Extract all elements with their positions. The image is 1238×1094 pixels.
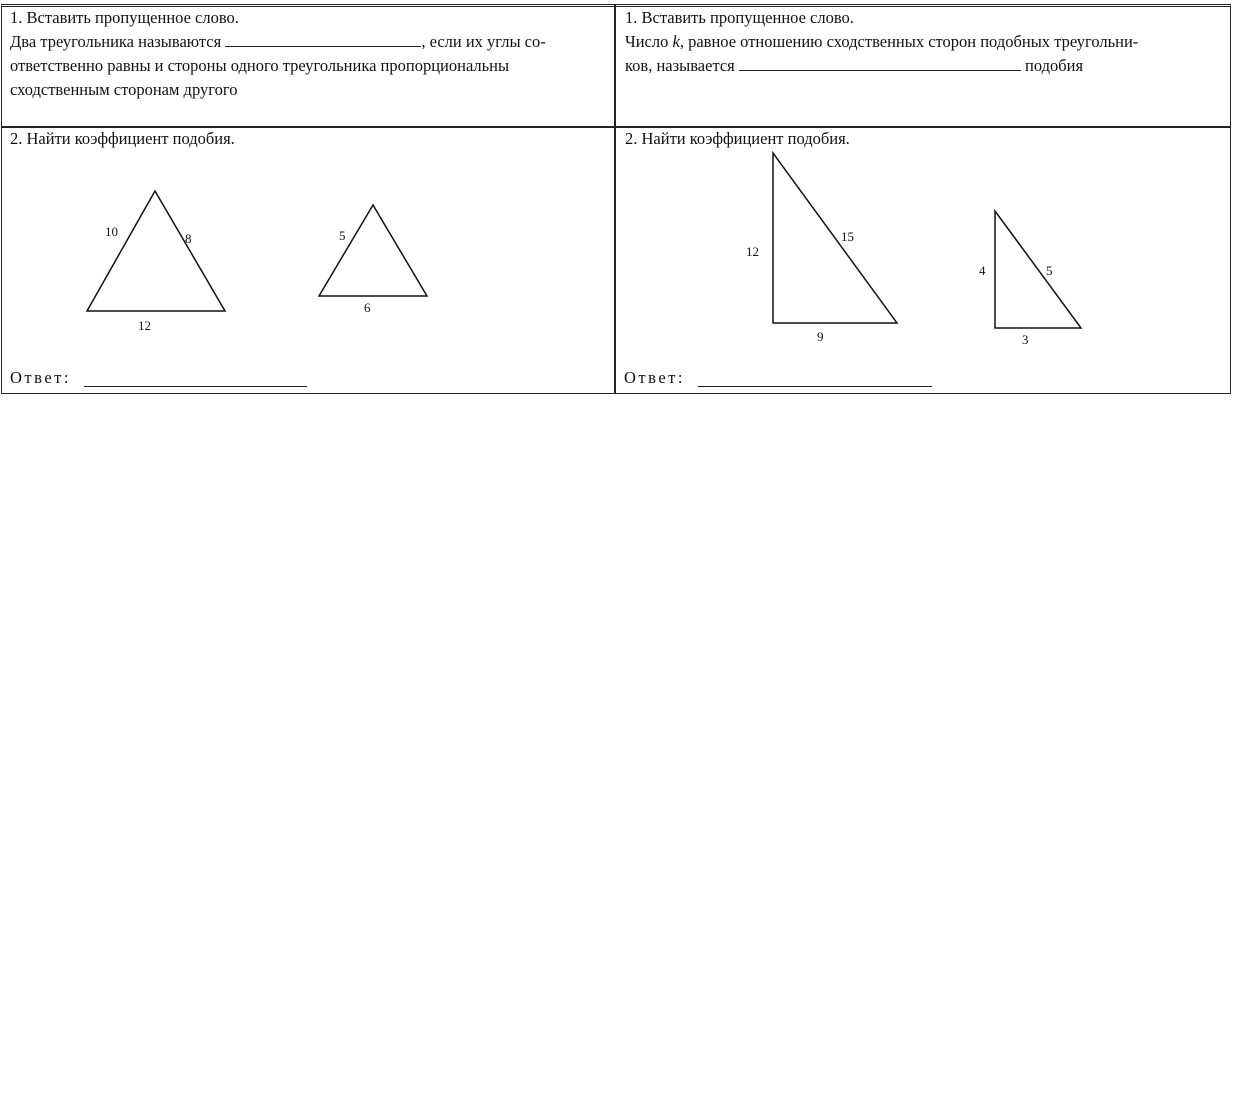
- right-task1-line1-a: Число: [625, 32, 669, 51]
- right-answer-label: Ответ:: [624, 368, 685, 387]
- right-triangles-figure: [0, 0, 1238, 394]
- big-triangle-left-label: 10: [105, 224, 118, 239]
- right-task2-heading: 2. Найти коэффициент подобия.: [625, 129, 850, 148]
- left-task2-heading: 2. Найти коэффициент подобия.: [10, 129, 235, 148]
- small-triangle-left-label: 5: [339, 228, 346, 243]
- right-task1-line1-b: , равное отношению сходственных сторон подобных треугольни-: [679, 32, 1139, 51]
- left-task1-line2: ответственно равны и стороны одного треугольника пропорциональны: [10, 56, 510, 75]
- right-task1-heading: 1. Вставить пропущенное слово.: [625, 8, 854, 27]
- big-right-triangle: [773, 153, 897, 323]
- left-task1-line3: сходственным сторонам другого: [10, 80, 238, 99]
- small-right-triangle: [995, 211, 1081, 328]
- left-task1-line1-start: Два треугольника называются: [10, 32, 222, 51]
- small-right-triangle-hypotenuse-label: 5: [1046, 263, 1053, 278]
- right-answer-field[interactable]: [698, 386, 932, 387]
- left-task1-line1-end: , если их углы со-: [421, 32, 546, 51]
- big-right-triangle-vertical-label: 12: [746, 244, 759, 259]
- small-right-triangle-vertical-label: 4: [979, 263, 986, 278]
- big-triangle-base-label: 12: [138, 318, 151, 333]
- left-answer-label: Ответ:: [10, 368, 71, 387]
- big-triangle-right-label: 8: [185, 231, 192, 246]
- big-right-triangle-horizontal-label: 9: [817, 329, 824, 344]
- left-task1-heading: 1. Вставить пропущенное слово.: [10, 8, 239, 27]
- small-triangle-base-label: 6: [364, 300, 371, 315]
- right-task1-line2-start: ков, называется: [625, 56, 735, 75]
- small-right-triangle-horizontal-label: 3: [1022, 332, 1029, 347]
- coefficient-k-symbol: k: [672, 32, 680, 51]
- big-right-triangle-hypotenuse-label: 15: [841, 229, 854, 244]
- right-task1-line2-end: подобия: [1025, 56, 1084, 75]
